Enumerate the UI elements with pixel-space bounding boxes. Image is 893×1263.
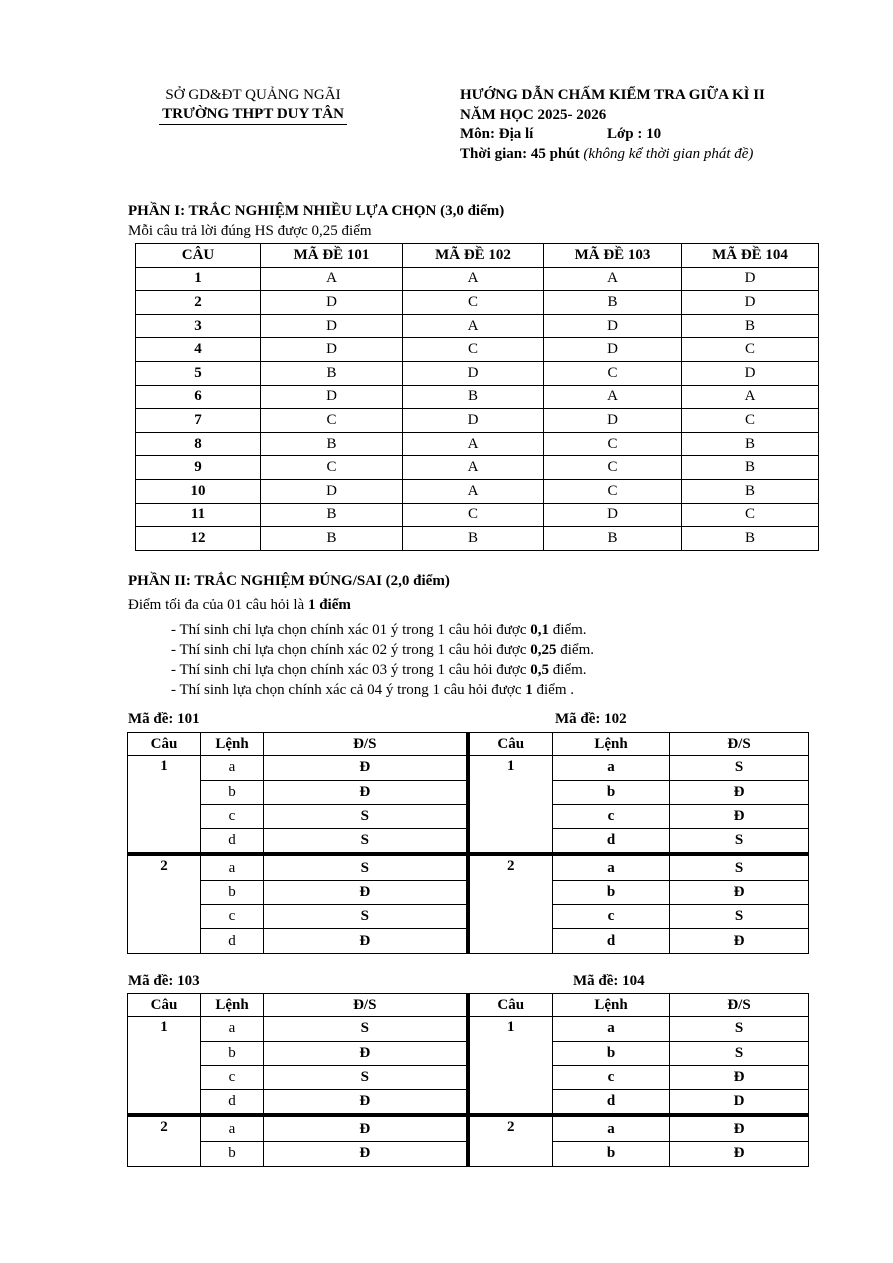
true-false-answer: Đ (264, 1041, 468, 1065)
question-number: 8 (136, 432, 261, 456)
answer-cell: A (403, 432, 544, 456)
command-letter: d (201, 1089, 264, 1115)
answer-cell: B (261, 361, 403, 385)
department-name: SỞ GD&ĐT QUẢNG NGÃI (165, 87, 341, 103)
true-false-answer: Đ (670, 1115, 809, 1141)
command-letter: c (201, 804, 264, 828)
block2-right-label: Mã đề: 104 (573, 973, 645, 989)
answer-cell: C (544, 361, 682, 385)
question-number (128, 1041, 201, 1065)
true-false-answer: S (670, 1041, 809, 1065)
answer-cell: B (682, 527, 819, 551)
table-row (136, 479, 819, 503)
command-letter: b (553, 1041, 670, 1065)
true-false-answer: S (670, 756, 809, 781)
answer-cell: D (544, 338, 682, 362)
answer-cell: D (261, 479, 403, 503)
header-cell: MÃ ĐỀ 101 (261, 244, 403, 268)
header-cell: Lệnh (201, 733, 264, 756)
true-false-answer: D (670, 1089, 809, 1115)
answer-cell: D (403, 361, 544, 385)
question-number: 2 (128, 1115, 201, 1141)
school-name: TRƯỜNG THPT DUY TÂN (162, 106, 344, 122)
rule-suffix: điểm. (556, 642, 595, 658)
rule-value: 0,1 (530, 622, 550, 638)
answer-cell: A (403, 479, 544, 503)
scoring-rule (171, 660, 594, 680)
subject-line (460, 125, 765, 145)
block1-left-label: Mã đề: 101 (128, 711, 200, 727)
rule-text: - Thí sinh chỉ lựa chọn chính xác 02 ý trong 1 câu hỏi được (171, 642, 531, 658)
question-number: 2 (468, 854, 553, 880)
answer-cell: C (544, 456, 682, 480)
table-row (136, 291, 819, 315)
question-number (128, 1142, 201, 1167)
true-false-answer: Đ (264, 881, 468, 905)
question-number: 1 (136, 267, 261, 291)
question-number: 7 (136, 409, 261, 433)
answer-cell: D (682, 291, 819, 315)
table-row (128, 1142, 809, 1167)
true-false-answer: S (264, 905, 468, 929)
part1-title: PHẦN I: TRẮC NGHIỆM NHIỀU LỰA CHỌN (3,0 điểm) (128, 203, 505, 219)
max-score-prefix: Điểm tối đa của 01 câu hỏi là (128, 597, 308, 613)
answer-cell: C (544, 479, 682, 503)
true-false-answer: S (264, 854, 468, 880)
command-letter: b (201, 1142, 264, 1167)
answer-cell: D (544, 314, 682, 338)
command-letter: d (553, 828, 670, 854)
question-number: 4 (136, 338, 261, 362)
answer-cell: B (403, 385, 544, 409)
header-cell: MÃ ĐỀ 102 (403, 244, 544, 268)
true-false-answer: S (264, 804, 468, 828)
question-number: 1 (468, 1017, 553, 1042)
part2-rules (171, 620, 594, 700)
question-number (128, 929, 201, 954)
table-row (136, 503, 819, 527)
header-cell: MÃ ĐỀ 103 (544, 244, 682, 268)
true-false-answer: Đ (264, 1115, 468, 1141)
answer-cell: D (403, 409, 544, 433)
command-letter: d (201, 828, 264, 854)
answer-cell: C (544, 432, 682, 456)
rule-suffix: điểm . (532, 682, 574, 698)
header-cell: Lệnh (553, 994, 670, 1017)
answer-cell: C (261, 456, 403, 480)
command-letter: a (201, 756, 264, 781)
command-letter: d (201, 929, 264, 954)
question-number: 2 (128, 854, 201, 880)
answer-cell: D (544, 503, 682, 527)
block2-left-label: Mã đề: 103 (128, 973, 200, 989)
command-letter: c (201, 1065, 264, 1089)
table-row (128, 1089, 809, 1115)
school-year: NĂM HỌC 2025- 2026 (460, 106, 607, 123)
command-letter: d (553, 1089, 670, 1115)
answer-cell: A (403, 267, 544, 291)
command-letter: a (553, 1017, 670, 1042)
question-number (468, 905, 553, 929)
rule-suffix: điểm. (549, 662, 587, 678)
header-cell: Đ/S (670, 733, 809, 756)
answer-cell: C (682, 503, 819, 527)
question-number (468, 828, 553, 854)
header-cell: Lệnh (201, 994, 264, 1017)
part2-title: PHẦN II: TRẮC NGHIỆM ĐÚNG/SAI (2,0 điểm) (128, 573, 450, 589)
table-row (136, 527, 819, 551)
answer-cell: B (682, 432, 819, 456)
command-letter: b (201, 780, 264, 804)
answer-cell: B (544, 527, 682, 551)
table-row (128, 1017, 809, 1042)
answer-cell: A (544, 267, 682, 291)
question-number (468, 1065, 553, 1089)
header-cell: CÂU (136, 244, 261, 268)
header-right (460, 86, 765, 164)
answer-cell: C (403, 503, 544, 527)
answer-cell: D (682, 267, 819, 291)
document-title: HƯỚNG DẪN CHẤM KIỂM TRA GIỮA KÌ II (460, 87, 765, 103)
question-number: 10 (136, 479, 261, 503)
question-number: 1 (128, 756, 201, 781)
command-letter: c (553, 1065, 670, 1089)
header-cell: Câu (468, 733, 553, 756)
answer-cell: D (261, 338, 403, 362)
table-row (128, 1065, 809, 1089)
command-letter: a (553, 854, 670, 880)
answer-cell: D (682, 361, 819, 385)
command-letter: a (201, 1017, 264, 1042)
answer-cell: D (261, 385, 403, 409)
command-letter: b (201, 1041, 264, 1065)
header-cell: Lệnh (553, 733, 670, 756)
command-letter: b (553, 1142, 670, 1167)
command-letter: a (553, 756, 670, 781)
table-row (136, 314, 819, 338)
true-false-answer: S (670, 905, 809, 929)
true-false-answer: Đ (264, 1089, 468, 1115)
command-letter: b (553, 881, 670, 905)
part2-table-103-104 (127, 993, 809, 1167)
question-number: 9 (136, 456, 261, 480)
rule-value: 0,25 (530, 642, 557, 658)
answer-cell: B (261, 432, 403, 456)
scoring-rule (171, 620, 594, 640)
answer-cell: B (544, 291, 682, 315)
question-number (468, 780, 553, 804)
answer-cell: C (403, 291, 544, 315)
question-number (468, 881, 553, 905)
table-header-row (136, 244, 819, 268)
table-row (128, 905, 809, 929)
table-row (128, 804, 809, 828)
question-number: 3 (136, 314, 261, 338)
true-false-answer: Đ (670, 1065, 809, 1089)
true-false-answer: S (670, 854, 809, 880)
part1-answer-table (135, 243, 819, 551)
max-score-value: 1 điểm (307, 597, 351, 613)
command-letter: d (553, 929, 670, 954)
question-number (128, 780, 201, 804)
time-label: Thời gian: 45 phút (460, 145, 580, 162)
true-false-answer: S (670, 828, 809, 854)
table-row (128, 828, 809, 854)
table-row (128, 756, 809, 781)
header-underline (159, 124, 347, 125)
part1-note: Mỗi câu trả lời đúng HS được 0,25 điểm (128, 223, 372, 239)
true-false-answer: Đ (264, 929, 468, 954)
rule-value: 1 (525, 682, 533, 698)
answer-cell: A (544, 385, 682, 409)
command-letter: a (201, 854, 264, 880)
true-false-answer: S (264, 828, 468, 854)
question-number: 1 (468, 756, 553, 781)
part2-table-101-102 (127, 732, 809, 954)
question-number (468, 1089, 553, 1115)
true-false-answer: Đ (670, 780, 809, 804)
header-left (118, 86, 388, 125)
question-number: 5 (136, 361, 261, 385)
question-number: 2 (136, 291, 261, 315)
answer-cell: C (403, 338, 544, 362)
command-letter: c (553, 905, 670, 929)
rule-suffix: điểm. (549, 622, 587, 638)
table-row (136, 432, 819, 456)
time-note: (không kể thời gian phát đề) (583, 145, 754, 162)
rule-text: - Thí sinh chỉ lựa chọn chính xác 01 ý trong 1 câu hỏi được (171, 622, 531, 638)
part2-max-score (128, 597, 351, 614)
question-number (128, 1065, 201, 1089)
header-cell: MÃ ĐỀ 104 (682, 244, 819, 268)
question-number: 11 (136, 503, 261, 527)
answer-cell: A (261, 267, 403, 291)
class-label: Lớp : 10 (607, 126, 662, 142)
question-number: 6 (136, 385, 261, 409)
answer-cell: B (261, 503, 403, 527)
table-header-row (128, 994, 809, 1017)
table-row (128, 854, 809, 880)
true-false-answer: Đ (264, 756, 468, 781)
question-number (128, 804, 201, 828)
question-number (468, 929, 553, 954)
answer-cell: C (682, 409, 819, 433)
question-number: 2 (468, 1115, 553, 1141)
table-row (128, 1115, 809, 1141)
answer-cell: D (544, 409, 682, 433)
rule-text: - Thí sinh lựa chọn chính xác cả 04 ý trong 1 câu hỏi được (171, 682, 526, 698)
header-cell: Đ/S (264, 733, 468, 756)
command-letter: b (553, 780, 670, 804)
table-row (128, 929, 809, 954)
answer-cell: B (403, 527, 544, 551)
header-cell: Câu (128, 733, 201, 756)
header-cell: Đ/S (670, 994, 809, 1017)
answer-cell: D (261, 291, 403, 315)
rule-text: - Thí sinh chỉ lựa chọn chính xác 03 ý trong 1 câu hỏi được (171, 662, 531, 678)
subject-label: Môn: Địa lí (460, 126, 534, 142)
true-false-answer: Đ (264, 1142, 468, 1167)
true-false-answer: S (264, 1065, 468, 1089)
question-number (128, 905, 201, 929)
table-row (136, 361, 819, 385)
header-cell: Đ/S (264, 994, 468, 1017)
table-row (136, 267, 819, 291)
scoring-rule (171, 680, 594, 700)
block1-right-label: Mã đề: 102 (555, 711, 627, 727)
question-number (128, 828, 201, 854)
true-false-answer: Đ (670, 804, 809, 828)
question-number (468, 804, 553, 828)
question-number: 1 (128, 1017, 201, 1042)
question-number (128, 881, 201, 905)
command-letter: c (201, 905, 264, 929)
command-letter: a (201, 1115, 264, 1141)
true-false-answer: Đ (670, 1142, 809, 1167)
answer-cell: D (261, 314, 403, 338)
header-cell: Câu (128, 994, 201, 1017)
table-row (136, 456, 819, 480)
answer-cell: B (682, 314, 819, 338)
answer-cell: B (682, 479, 819, 503)
table-row (128, 780, 809, 804)
command-letter: a (553, 1115, 670, 1141)
answer-cell: A (682, 385, 819, 409)
rule-value: 0,5 (530, 662, 550, 678)
question-number (468, 1041, 553, 1065)
table-row (136, 409, 819, 433)
header-cell: Câu (468, 994, 553, 1017)
true-false-answer: S (670, 1017, 809, 1042)
table-row (136, 338, 819, 362)
true-false-answer: Đ (670, 929, 809, 954)
table-header-row (128, 733, 809, 756)
command-letter: b (201, 881, 264, 905)
answer-cell: C (682, 338, 819, 362)
question-number (468, 1142, 553, 1167)
answer-cell: B (261, 527, 403, 551)
command-letter: c (553, 804, 670, 828)
true-false-answer: Đ (670, 881, 809, 905)
table-row (136, 385, 819, 409)
scoring-rule (171, 640, 594, 660)
answer-cell: A (403, 456, 544, 480)
answer-cell: A (403, 314, 544, 338)
answer-cell: B (682, 456, 819, 480)
answer-cell: C (261, 409, 403, 433)
table-row (128, 1041, 809, 1065)
question-number: 12 (136, 527, 261, 551)
true-false-answer: S (264, 1017, 468, 1042)
true-false-answer: Đ (264, 780, 468, 804)
table-row (128, 881, 809, 905)
time-line (460, 145, 765, 165)
question-number (128, 1089, 201, 1115)
